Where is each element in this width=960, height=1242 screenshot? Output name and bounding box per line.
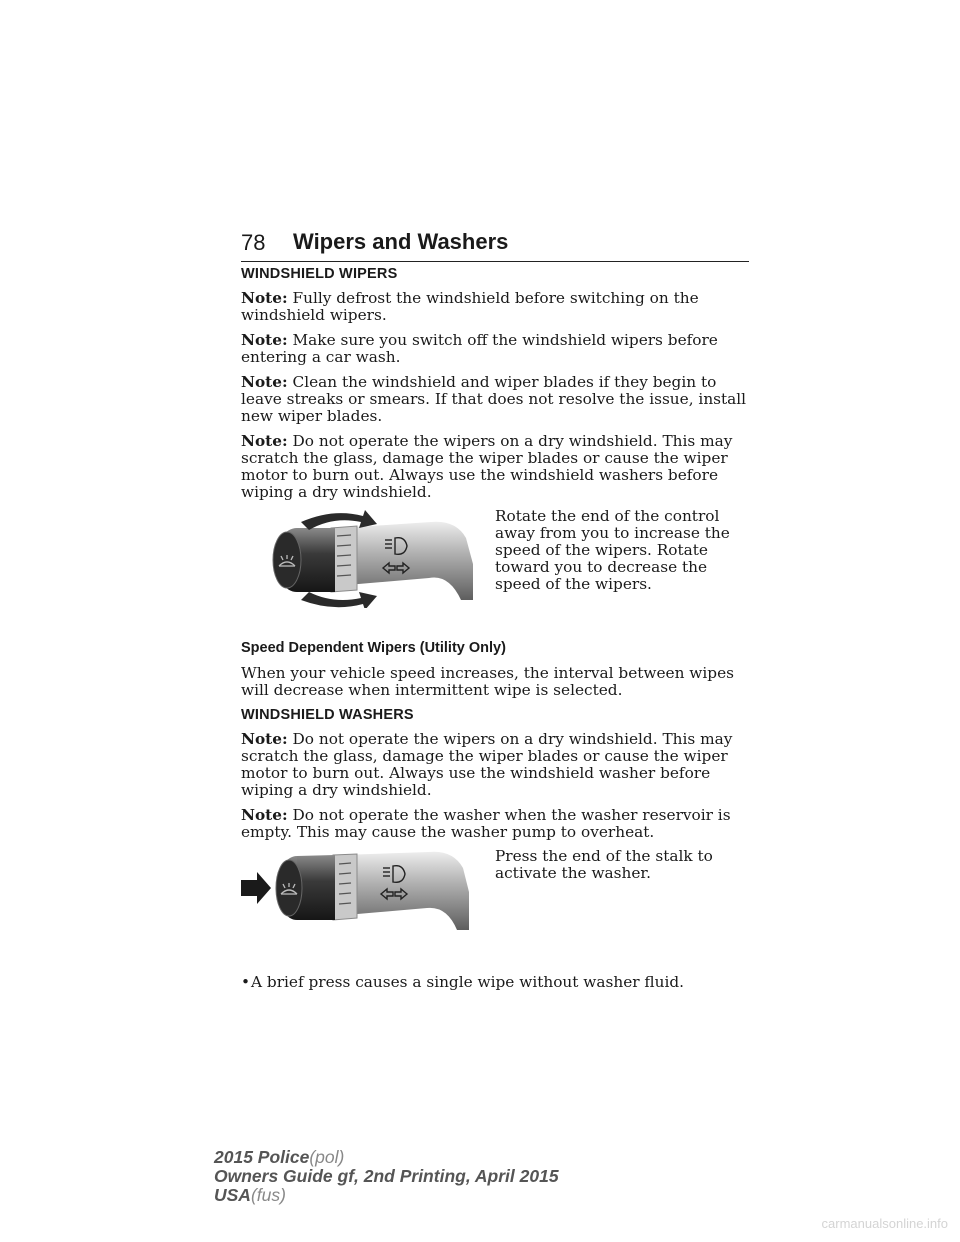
press-arrow-icon xyxy=(241,872,271,904)
wiper-rotate-caption: Rotate the end of the control away from you to increase the speed of the wipers. Rotate toward you to decrease the speed of the wipers. xyxy=(495,507,730,593)
note-text: Fully defrost the windshield before switching on the windshield wipers. xyxy=(241,289,699,324)
note-label: Note: xyxy=(241,331,288,349)
footer-line-2: Owners Guide gf, 2nd Printing, April 2015 xyxy=(214,1166,559,1186)
footer-model: 2015 Police xyxy=(214,1147,310,1167)
bullet-text: A brief press causes a single wipe without washer fluid. xyxy=(251,973,685,991)
watermark: carmanualsonline.info xyxy=(821,1216,948,1231)
note-text: Clean the windshield and wiper blades if they begin to leave streaks or smears. If that does not resolve the issue, install new wiper blades. xyxy=(241,373,747,425)
wipers-note-3 xyxy=(241,374,753,425)
washer-press-caption: Press the end of the stalk to activate the washer. xyxy=(495,847,713,882)
footer-market-code: (fus) xyxy=(250,1185,286,1205)
footer-market: USA xyxy=(214,1185,251,1205)
wiper-stalk-rotate-illustration xyxy=(253,508,473,608)
washer-stalk-press-illustration xyxy=(241,848,471,932)
page-header xyxy=(241,229,749,262)
wipers-note-2 xyxy=(241,332,753,366)
note-label: Note: xyxy=(241,730,288,748)
footer-line-1 xyxy=(214,1148,559,1167)
wiper-rotate-figure-row xyxy=(241,508,753,640)
note-label: Note: xyxy=(241,806,288,824)
washer-press-figure-row xyxy=(241,848,753,964)
note-label: Note: xyxy=(241,289,288,307)
washers-note-2 xyxy=(241,807,753,841)
rotate-arrow-bottom-icon xyxy=(301,592,377,608)
note-text: Do not operate the washer when the washer reservoir is empty. This may cause the washer pump to overheat. xyxy=(241,806,731,841)
note-label: Note: xyxy=(241,432,288,450)
footer-model-code: (pol) xyxy=(309,1147,345,1167)
note-text: Make sure you switch off the windshield wipers before entering a car wash. xyxy=(241,331,718,366)
footer-line-3 xyxy=(214,1186,559,1205)
heading-windshield-washers: WINDSHIELD WASHERS xyxy=(241,707,414,723)
wipers-note-4 xyxy=(241,433,753,501)
page-content xyxy=(241,266,753,991)
speed-dependent-text: When your vehicle speed increases, the interval between wipes will decrease when intermittent wipe is selected. xyxy=(241,664,734,699)
page-number: 78 xyxy=(241,230,266,255)
note-text: Do not operate the wipers on a dry windshield. This may scratch the glass, damage the wiper blades or cause the wiper motor to burn out. Always use the windshield washer before wiping a dry windshield. xyxy=(241,730,733,799)
bullet-dot: • xyxy=(241,973,251,991)
note-label: Note: xyxy=(241,373,288,391)
section-title: Wipers and Washers xyxy=(293,229,509,254)
page-footer xyxy=(214,1148,559,1205)
list-item xyxy=(241,974,753,991)
washers-note-1 xyxy=(241,731,753,799)
heading-windshield-wipers: WINDSHIELD WIPERS xyxy=(241,266,398,282)
heading-speed-dependent-wipers: Speed Dependent Wipers (Utility Only) xyxy=(241,640,506,656)
note-text: Do not operate the wipers on a dry windshield. This may scratch the glass, damage the wiper blades or cause the wiper motor to burn out. Always use the windshield washers before wiping a dry windshield. xyxy=(241,432,733,501)
wipers-note-1 xyxy=(241,290,753,324)
